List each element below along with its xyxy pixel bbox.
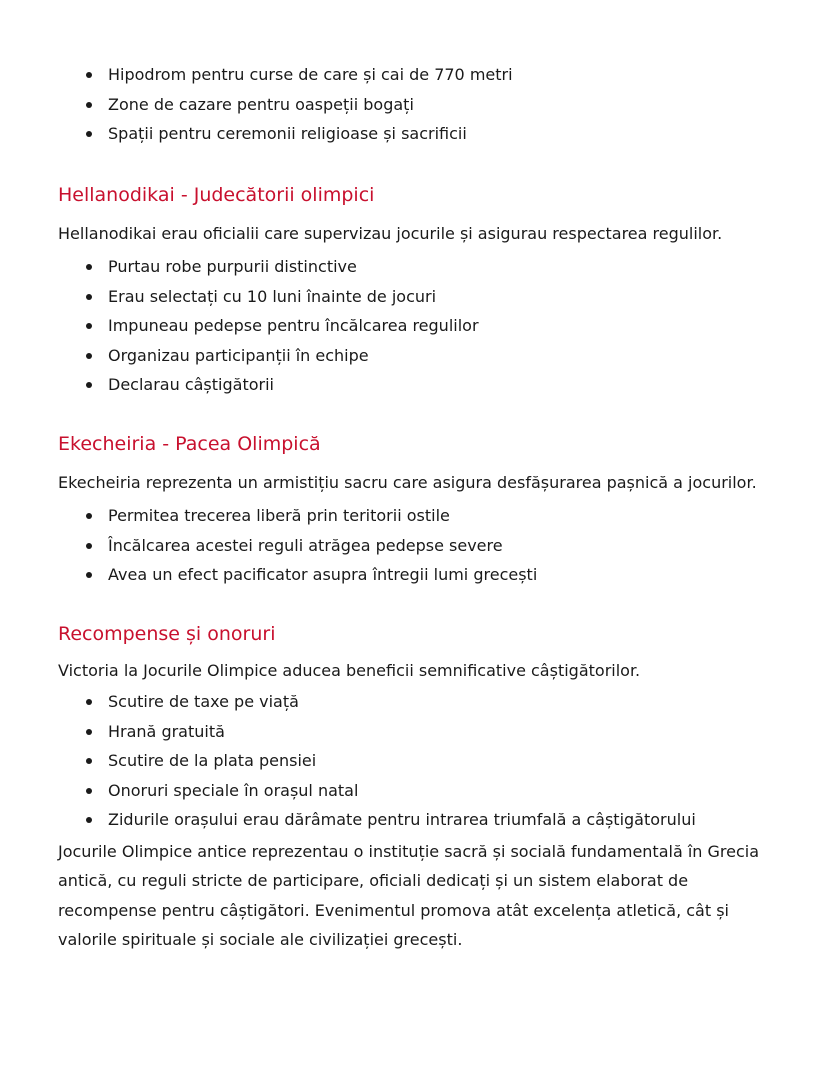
section-heading-hellanodikai: Hellanodikai - Judecătorii olimpici — [58, 183, 375, 206]
list-item: Erau selectați cu 10 luni înainte de jocuri — [84, 282, 774, 312]
list-item: Spații pentru ceremonii religioase și sacrificii — [84, 119, 774, 149]
list-item: Hipodrom pentru curse de care și cai de 770 metri — [84, 60, 774, 90]
list-item: Scutire de taxe pe viață — [84, 687, 774, 717]
hellanodikai-list — [58, 252, 774, 400]
list-item: Purtau robe purpurii distinctive — [84, 252, 774, 282]
section-heading-ekecheiria: Ekecheiria - Pacea Olimpică — [58, 432, 321, 455]
list-item: Zidurile orașului erau dărâmate pentru intrarea triumfală a câștigătorului — [84, 805, 774, 835]
section-intro-hellanodikai: Hellanodikai erau oficialii care supervizau jocurile și asigurau respectarea regulilor. — [58, 223, 723, 243]
section-intro-ekecheiria: Ekecheiria reprezenta un armistițiu sacru care asigura desfășurarea pașnică a jocurilor. — [58, 472, 757, 492]
list-item: Scutire de la plata pensiei — [84, 746, 774, 776]
list-item: Avea un efect pacificator asupra întregii lumi grecești — [84, 560, 774, 590]
list-item: Impuneau pedepse pentru încălcarea regulilor — [84, 311, 774, 341]
document-content — [58, 60, 774, 955]
list-item: Declarau câștigătorii — [84, 370, 774, 400]
list-item: Hrană gratuită — [84, 717, 774, 747]
list-item: Onoruri speciale în orașul natal — [84, 776, 774, 806]
list-item: Organizau participanții în echipe — [84, 341, 774, 371]
venue-features-list — [58, 60, 774, 149]
conclusion-paragraph: Jocurile Olimpice antice reprezentau o instituție sacră și socială fundamentală în Grecia antică, cu reguli stricte de participare, oficiali dedicați și un sistem elaborat de recompense pentru câștigători. Evenimentul promova atât excelența atletică, cât și valorile spirituale și sociale ale civilizației grecești. — [58, 841, 760, 949]
section-heading-recompense: Recompense și onoruri — [58, 622, 276, 645]
ekecheiria-list — [58, 501, 774, 590]
list-item: Permitea trecerea liberă prin teritorii ostile — [84, 501, 774, 531]
list-item: Încălcarea acestei reguli atrăgea pedepse severe — [84, 531, 774, 561]
section-intro-recompense: Victoria la Jocurile Olimpice aducea beneficii semnificative câștigătorilor. — [58, 660, 641, 680]
recompense-list — [58, 687, 774, 835]
list-item: Zone de cazare pentru oaspeții bogați — [84, 90, 774, 120]
